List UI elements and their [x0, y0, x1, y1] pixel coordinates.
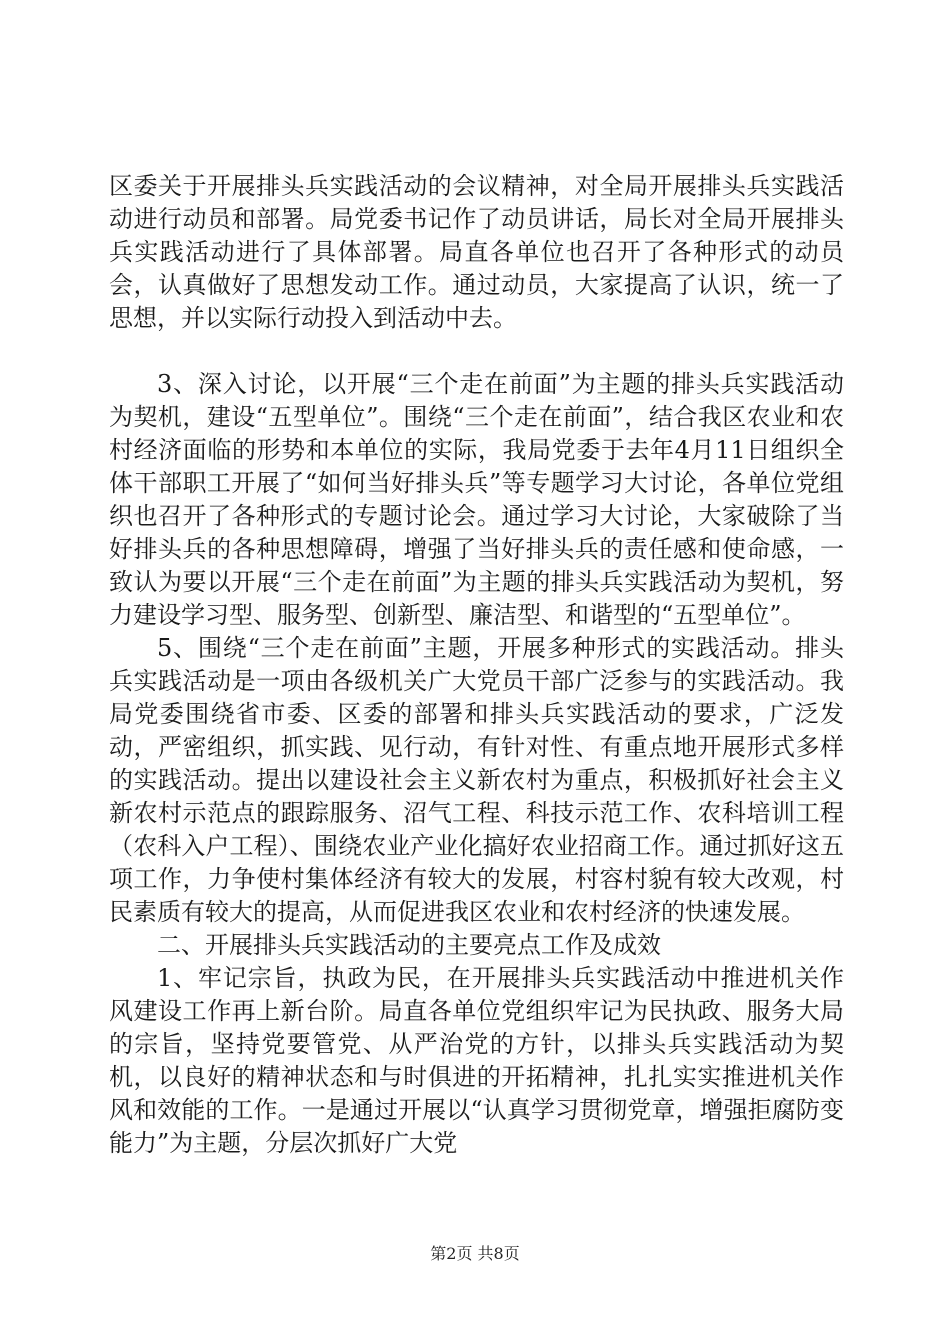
- page-number-label: 第2页 共8页: [430, 1244, 520, 1263]
- page-footer: [0, 1244, 950, 1264]
- paragraph-section-2-item-1: 1、牢记宗旨，执政为民，在开展排头兵实践活动中推进机关作风建设工作再上新台阶。局直各单位党组织牢记为民执政、服务大局的宗旨，坚持党要管党、从严治党的方针，以排头兵实践活动为契机，以良好的精神状态和与时俱进的开拓精神，扎扎实实推进机关作风和效能的工作。一是通过开展以“认真学习贯彻党章，增强拒腐防变能力”为主题，分层次抓好广大党: [109, 964, 844, 1157]
- paragraph-mobilization: 区委关于开展排头兵实践活动的会议精神，对全局开展排头兵实践活动进行动员和部署。局党委书记作了动员讲话，局长对全局开展排头兵实践活动进行了具体部署。局直各单位也召开了各种形式的动员会，认真做好了思想发动工作。通过动员，大家提高了认识，统一了思想，并以实际行动投入到活动中去。: [109, 172, 844, 332]
- document-body: [109, 170, 844, 1160]
- section-heading-2: 二、开展排头兵实践活动的主要亮点工作及成效: [157, 931, 661, 959]
- paragraph-item-5: 5、围绕“三个走在前面”主题，开展多种形式的实践活动。排头兵实践活动是一项由各级机关广大党员干部广泛参与的实践活动。我局党委围绕省市委、区委的部署和排头兵实践活动的要求，广泛发动，严密组织，抓实践、见行动，有针对性、有重点地开展形式多样的实践活动。提出以建设社会主义新农村为重点，积极抓好社会主义新农村示范点的跟踪服务、沼气工程、科技示范工作、农科培训工程（农科入户工程）、围绕农业产业化搞好农业招商工作。通过抓好这五项工作，力争使村集体经济有较大的发展，村容村貌有较大改观，村民素质有较大的提高，从而促进我区农业和农村经济的快速发展。: [109, 634, 844, 926]
- paragraph-item-3: 3、深入讨论，以开展“三个走在前面”为主题的排头兵实践活动为契机，建设“五型单位”。围绕“三个走在前面”，结合我区农业和农村经济面临的形势和本单位的实际，我局党委于去年4月11日组织全体干部职工开展了“如何当好排头兵”等专题学习大讨论，各单位党组织也召开了各种形式的专题讨论会。通过学习大讨论，大家破除了当好排头兵的各种思想障碍，增强了当好排头兵的责任感和使命感，一致认为要以开展“三个走在前面”为主题的排头兵实践活动为契机，努力建设学习型、服务型、创新型、廉洁型、和谐型的“五型单位”。: [109, 370, 844, 629]
